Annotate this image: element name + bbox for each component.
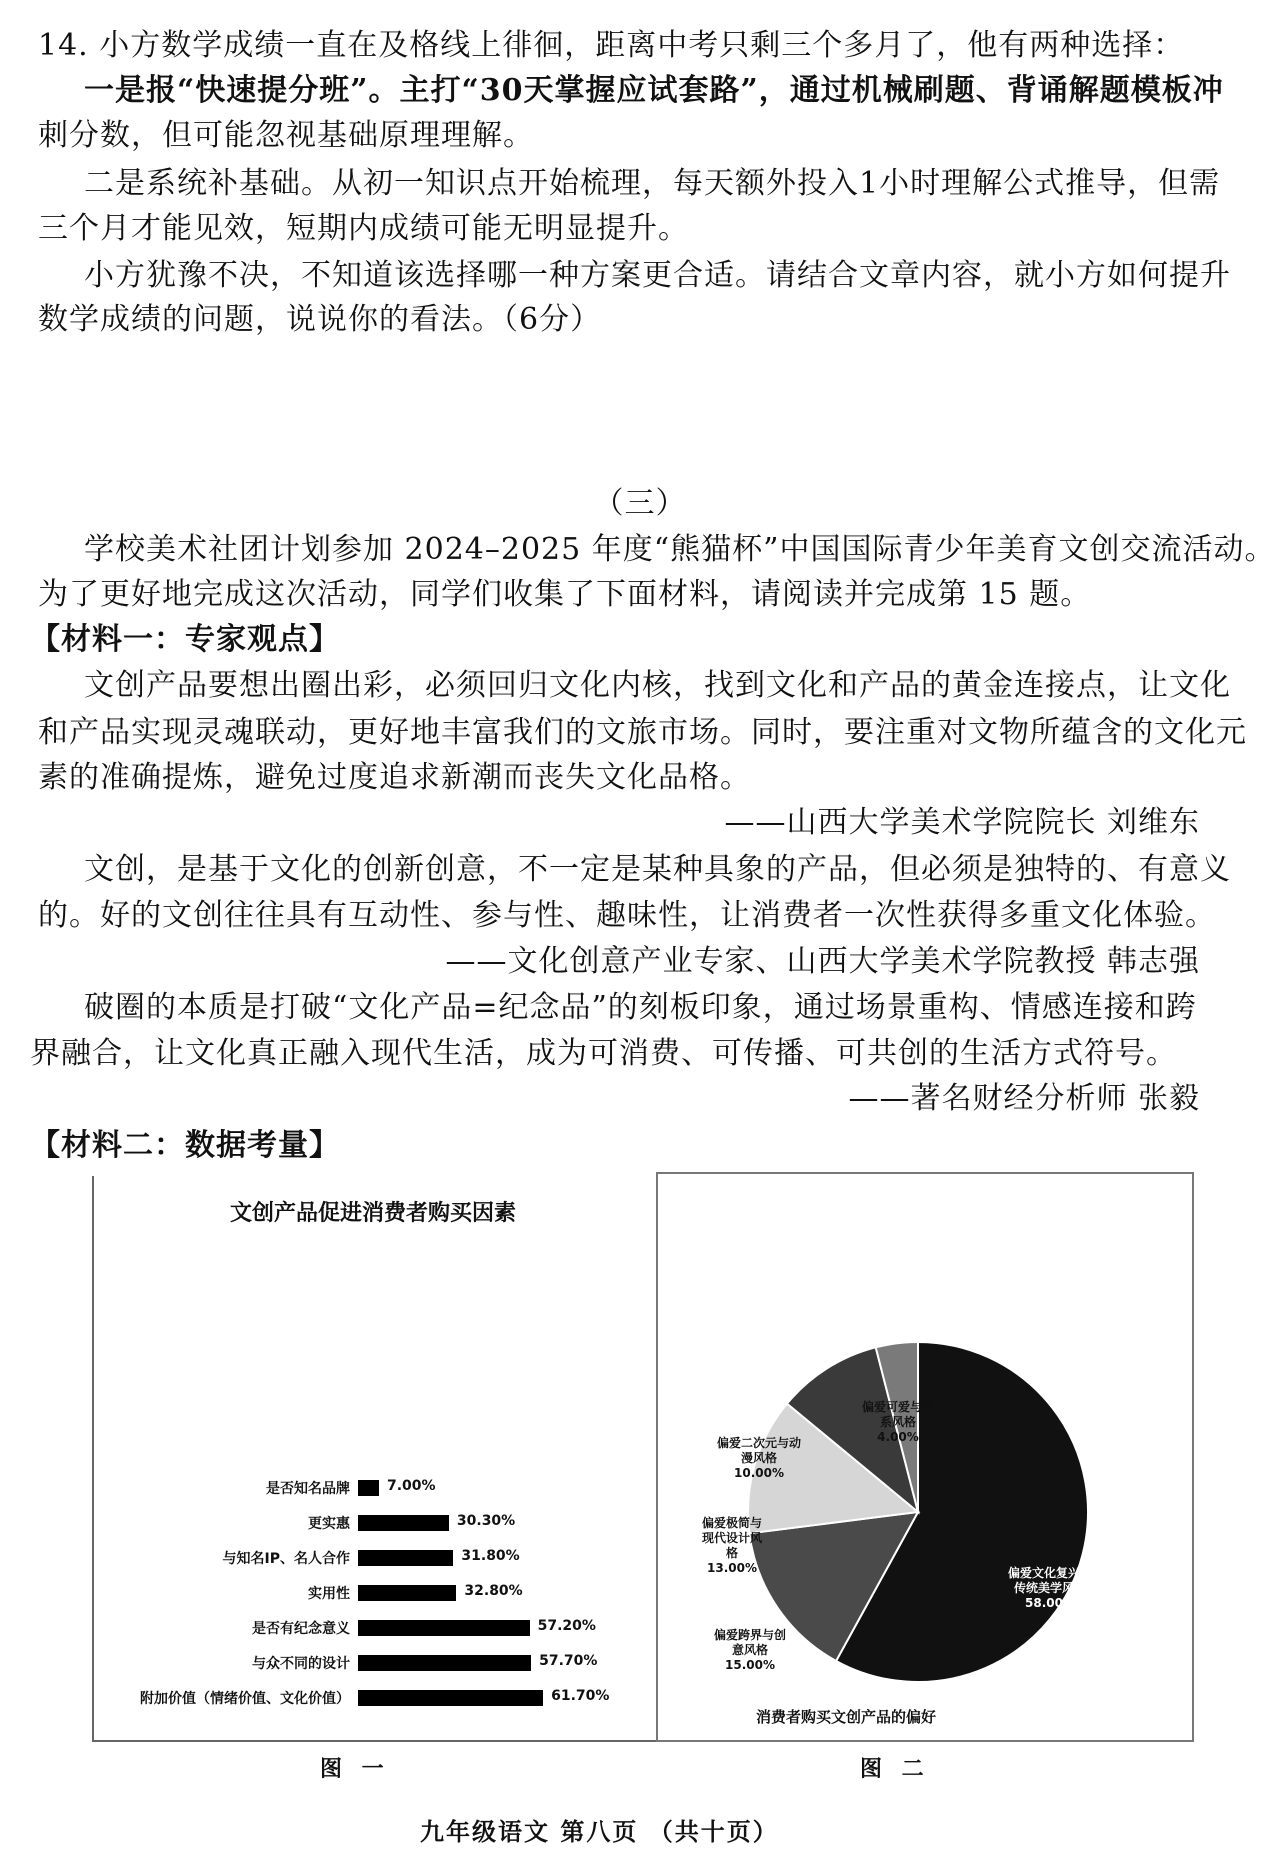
pie-label-minimal-text: 偏爱极简与现代设计风格	[701, 1516, 762, 1560]
bar-chart-title: 文创产品促进消费者购买因素	[230, 1201, 517, 1226]
bar-value-label: 31.80%	[461, 1548, 520, 1564]
section-heading: （三）	[593, 486, 687, 521]
pie-label-culture	[1008, 1566, 1092, 1611]
quote3-source: ——著名财经分析师 张毅	[848, 1081, 1200, 1116]
pie-label-crossover-text: 偏爱跨界与创意风格	[713, 1628, 786, 1657]
bar	[358, 1480, 379, 1496]
bar	[358, 1690, 543, 1706]
bar-category-label: 附加价值（情绪价值、文化价值）	[140, 1691, 350, 1707]
quote3-line2: 界融合，让文化真正融入现代生活，成为可消费、可传播、可共创的生活方式符号。	[30, 1036, 1177, 1071]
pie-label-cute-value: 4.00%	[877, 1430, 919, 1444]
bar-value-label: 57.70%	[539, 1653, 598, 1669]
q14-line1: 14. 小方数学成绩一直在及格线上徘徊，距离中考只剩三个多月了，他有两种选择：	[38, 28, 1185, 63]
bar-value-label: 61.70%	[551, 1688, 610, 1704]
pie-label-anime	[716, 1436, 802, 1481]
q14-ask-line2: 数学成绩的问题，说说你的看法。（6分）	[38, 302, 602, 337]
bar-category-label: 与众不同的设计	[252, 1656, 350, 1672]
q14-option2-line2: 三个月才能见效，短期内成绩可能无明显提升。	[38, 211, 689, 246]
bar-category-label: 与知名IP、名人合作	[222, 1551, 350, 1567]
bar-category-label: 实用性	[308, 1586, 350, 1602]
bar	[358, 1585, 456, 1601]
pie-label-cute	[862, 1400, 934, 1445]
material2-title: 【材料二：数据考量】	[30, 1128, 340, 1163]
quote2-line1: 文创，是基于文化的创新创意，不一定是某种具象的产品，但必须是独特的、有意义	[84, 852, 1231, 887]
quote1-line3: 素的准确提炼，避免过度追求新潮而丧失文化品格。	[38, 760, 751, 795]
quote1-source: ——山西大学美术学院院长 刘维东	[724, 805, 1200, 840]
pie-chart-title: 消费者购买文创产品的偏好	[756, 1708, 937, 1726]
quote1-line2: 和产品实现灵魂联动，更好地丰富我们的文旅市场。同时，要注重对文物所蕴含的文化元	[38, 715, 1247, 750]
bar-value-label: 7.00%	[387, 1478, 436, 1494]
pie-label-crossover-value: 15.00%	[725, 1658, 775, 1672]
bar	[358, 1620, 530, 1636]
quote2-source: ——文化创意产业专家、山西大学美术学院教授 韩志强	[445, 944, 1200, 979]
figure1-caption: 图 一	[320, 1757, 390, 1782]
pie-label-minimal-value: 13.00%	[707, 1561, 757, 1575]
bar-category-label: 是否有纪念意义	[252, 1621, 350, 1637]
quote2-line2: 的。好的文创往往具有互动性、参与性、趣味性，让消费者一次性获得多重文化体验。	[38, 898, 1216, 933]
bar-value-label: 57.20%	[537, 1618, 596, 1634]
pie-label-culture-value: 58.00%	[1025, 1596, 1075, 1610]
bar	[358, 1655, 531, 1671]
page-footer: 九年级语文 第八页 （共十页）	[420, 1818, 779, 1846]
pie-label-minimal	[700, 1516, 764, 1576]
bar	[358, 1515, 449, 1531]
pie-label-culture-text: 偏爱文化复兴与传统美学风格	[1008, 1566, 1093, 1595]
material1-title: 【材料一：专家观点】	[30, 622, 340, 657]
quote1-line1: 文创产品要想出圈出彩，必须回归文化内核，找到文化和产品的黄金连接点，让文化	[84, 668, 1231, 703]
q14-ask-line1: 小方犹豫不决，不知道该选择哪一种方案更合适。请结合文章内容，就小方如何提升	[84, 258, 1231, 293]
bar-category-label: 是否知名品牌	[266, 1481, 350, 1497]
bar	[358, 1550, 453, 1566]
q14-option2-line1: 二是系统补基础。从初一知识点开始梳理，每天额外投入1小时理解公式推导，但需	[84, 166, 1221, 201]
section-intro-line2: 为了更好地完成这次活动，同学们收集了下面材料，请阅读并完成第 15 题。	[38, 577, 1092, 612]
pie-label-anime-text: 偏爱二次元与动漫风格	[716, 1436, 801, 1465]
pie-label-crossover	[712, 1628, 788, 1673]
pie-label-cute-text: 偏爱可爱与萌系风格	[862, 1400, 935, 1429]
bar-value-label: 30.30%	[456, 1513, 516, 1529]
quote3-line1: 破圈的本质是打破“文化产品=纪念品”的刻板印象，通过场景重构、情感连接和跨	[84, 990, 1197, 1025]
bar-category-label: 更实惠	[308, 1516, 350, 1532]
pie-label-anime-value: 10.00%	[734, 1466, 784, 1480]
q14-option1-line2: 刺分数，但可能忽视基础原理理解。	[38, 118, 534, 153]
section-intro-line1: 学校美术社团计划参加 2024–2025 年度“熊猫杯”中国国际青少年美育文创交流活动。	[84, 532, 1276, 567]
bar-value-label: 32.80%	[464, 1583, 523, 1599]
q14-option1-line1: 一是报“快速提分班”。主打“30天掌握应试套路”，通过机械刷题、背诵解题模板冲	[84, 73, 1224, 108]
figure2-caption: 图 二	[860, 1757, 930, 1782]
